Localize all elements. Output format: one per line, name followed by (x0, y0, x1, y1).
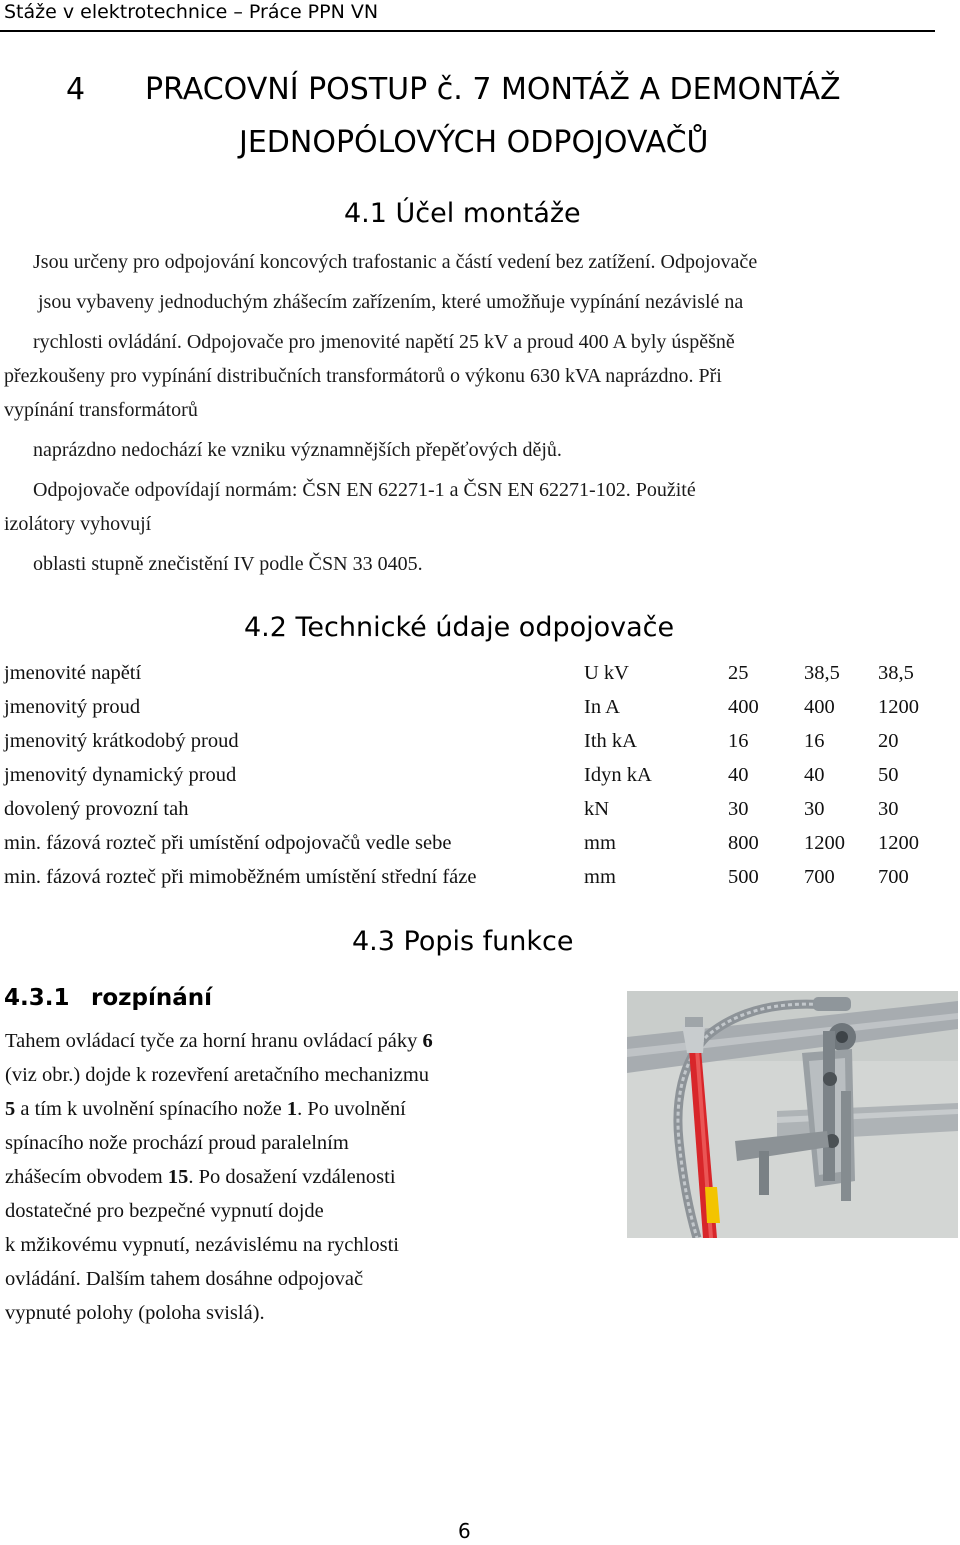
disconnector-mechanism-illustration (627, 991, 958, 1238)
chapter-title-line-1: PRACOVNÍ POSTUP č. 7 MONTÁŽ A DEMONTÁŽ (145, 72, 841, 107)
paragraph-line (5, 1130, 349, 1156)
table-cell-v2: 1200 (804, 832, 845, 854)
table-row (4, 761, 954, 789)
chapter-title-line-2: JEDNOPÓLOVÝCH ODPOJOVAČŮ (239, 125, 709, 160)
table-cell-name: min. fázová rozteč při mimoběžném umístění střední fáze (4, 866, 477, 888)
table-cell-unit: U kV (584, 662, 629, 684)
table-cell-name: jmenovitý dynamický proud (4, 764, 237, 786)
paragraph-line: izolátory vyhovují (4, 513, 152, 535)
table-cell-v2: 700 (804, 866, 835, 888)
table-cell-v2: 40 (804, 764, 825, 786)
table-cell-v3: 30 (878, 798, 899, 820)
paragraph-line: vypínání transformátorů (4, 399, 198, 421)
paragraph-line (5, 1062, 429, 1088)
table-row (4, 727, 954, 755)
table-cell-name: jmenovitý krátkodobý proud (4, 730, 239, 752)
disconnector-photo (627, 991, 958, 1238)
table-cell-name: jmenovitý proud (4, 696, 141, 718)
paragraph-line: oblasti stupně znečistění IV podle ČSN 33 0405. (33, 553, 423, 575)
subsection-number: 4.3.1 (4, 985, 70, 1011)
table-row (4, 659, 954, 687)
table-cell-v3: 50 (878, 764, 899, 786)
paragraph-line (5, 1198, 324, 1224)
table-cell-v3: 20 (878, 730, 899, 752)
subsection-heading-4-3-1 (4, 984, 213, 1012)
figure-reference-number: 15 (167, 1166, 189, 1188)
running-header: Stáže v elektrotechnice – Práce PPN VN (4, 1, 379, 23)
section-heading-4-2: 4.2 Technické údaje odpojovače (244, 612, 675, 643)
text-run: . Po uvolnění (297, 1098, 406, 1120)
table-cell-name: min. fázová rozteč při umístění odpojovačů vedle sebe (4, 832, 452, 854)
header-divider (0, 30, 935, 32)
table-cell-v1: 400 (728, 696, 759, 718)
table-cell-unit: Ith kA (584, 730, 637, 752)
figure-reference-number: 5 (5, 1098, 16, 1120)
chapter-number: 4 (66, 72, 86, 107)
table-cell-v2: 38,5 (804, 662, 840, 684)
paragraph-line: naprázdno nedochází ke vzniku významnějších přepěťových dějů. (33, 439, 562, 461)
table-cell-unit: kN (584, 798, 610, 820)
paragraph-line (5, 1300, 265, 1326)
paragraph-line (5, 1028, 433, 1054)
text-run: vypnuté polohy (poloha svislá). (5, 1302, 265, 1324)
text-run: spínacího nože prochází proud paralelním (5, 1132, 349, 1154)
table-cell-name: jmenovité napětí (4, 662, 142, 684)
paragraph-line: přezkoušeny pro vypínání distribučních transformátorů o výkonu 630 kVA naprázdno. Při (4, 365, 722, 387)
figure-reference-number: 6 (422, 1030, 433, 1052)
table-cell-v3: 1200 (878, 832, 919, 854)
table-row (4, 829, 954, 857)
text-run: dostatečné pro bezpečné vypnutí dojde (5, 1200, 324, 1222)
table-cell-v1: 800 (728, 832, 759, 854)
page-number: 6 (458, 1519, 471, 1543)
table-row (4, 863, 954, 891)
table-cell-unit: mm (584, 832, 616, 854)
table-cell-name: dovolený provozní tah (4, 798, 189, 820)
paragraph-line: Jsou určeny pro odpojování koncových trafostanic a částí vedení bez zatížení. Odpojovače (33, 251, 758, 273)
table-cell-v3: 700 (878, 866, 909, 888)
section-heading-4-1: 4.1 Účel montáže (344, 198, 581, 229)
paragraph-line: rychlosti ovládání. Odpojovače pro jmenovité napětí 25 kV a proud 400 A byly úspěšně (33, 331, 735, 353)
text-run: Tahem ovládací tyče za horní hranu ovládací páky (5, 1030, 423, 1052)
figure-reference-number: 1 (286, 1098, 298, 1120)
table-row (4, 795, 954, 823)
text-run: a tím k uvolnění spínacího nože (15, 1098, 287, 1120)
table-cell-v1: 25 (728, 662, 749, 684)
text-run: zhášecím obvodem (5, 1166, 168, 1188)
table-cell-unit: In A (584, 696, 620, 718)
table-cell-v3: 1200 (878, 696, 919, 718)
subsection-title: rozpínání (91, 985, 213, 1011)
text-run: . Po dosažení vzdálenosti (188, 1166, 396, 1188)
section-heading-4-3: 4.3 Popis funkce (352, 926, 574, 957)
table-cell-unit: mm (584, 866, 616, 888)
text-run: ovládání. Dalším tahem dosáhne odpojovač (5, 1268, 364, 1290)
paragraph-line (5, 1266, 363, 1292)
paragraph-line: jsou vybaveny jednoduchým zhášecím zařízením, které umožňuje vypínání nezávislé na (38, 291, 744, 313)
table-cell-v1: 16 (728, 730, 749, 752)
table-cell-v2: 30 (804, 798, 825, 820)
table-cell-v2: 400 (804, 696, 835, 718)
table-cell-v1: 30 (728, 798, 749, 820)
table-cell-v3: 38,5 (878, 662, 914, 684)
text-run: (viz obr.) dojde k rozevření aretačního mechanizmu (5, 1064, 430, 1086)
table-cell-v1: 500 (728, 866, 759, 888)
table-cell-v2: 16 (804, 730, 825, 752)
table-cell-unit: Idyn kA (584, 764, 652, 786)
table-row (4, 693, 954, 721)
paragraph-line (5, 1164, 396, 1190)
paragraph-line (5, 1232, 399, 1258)
table-cell-v1: 40 (728, 764, 749, 786)
text-run: k mžikovému vypnutí, nezávislému na rychlosti (5, 1234, 399, 1256)
paragraph-line (5, 1096, 406, 1122)
paragraph-line: Odpojovače odpovídají normám: ČSN EN 62271-1 a ČSN EN 62271-102. Použité (33, 479, 696, 501)
